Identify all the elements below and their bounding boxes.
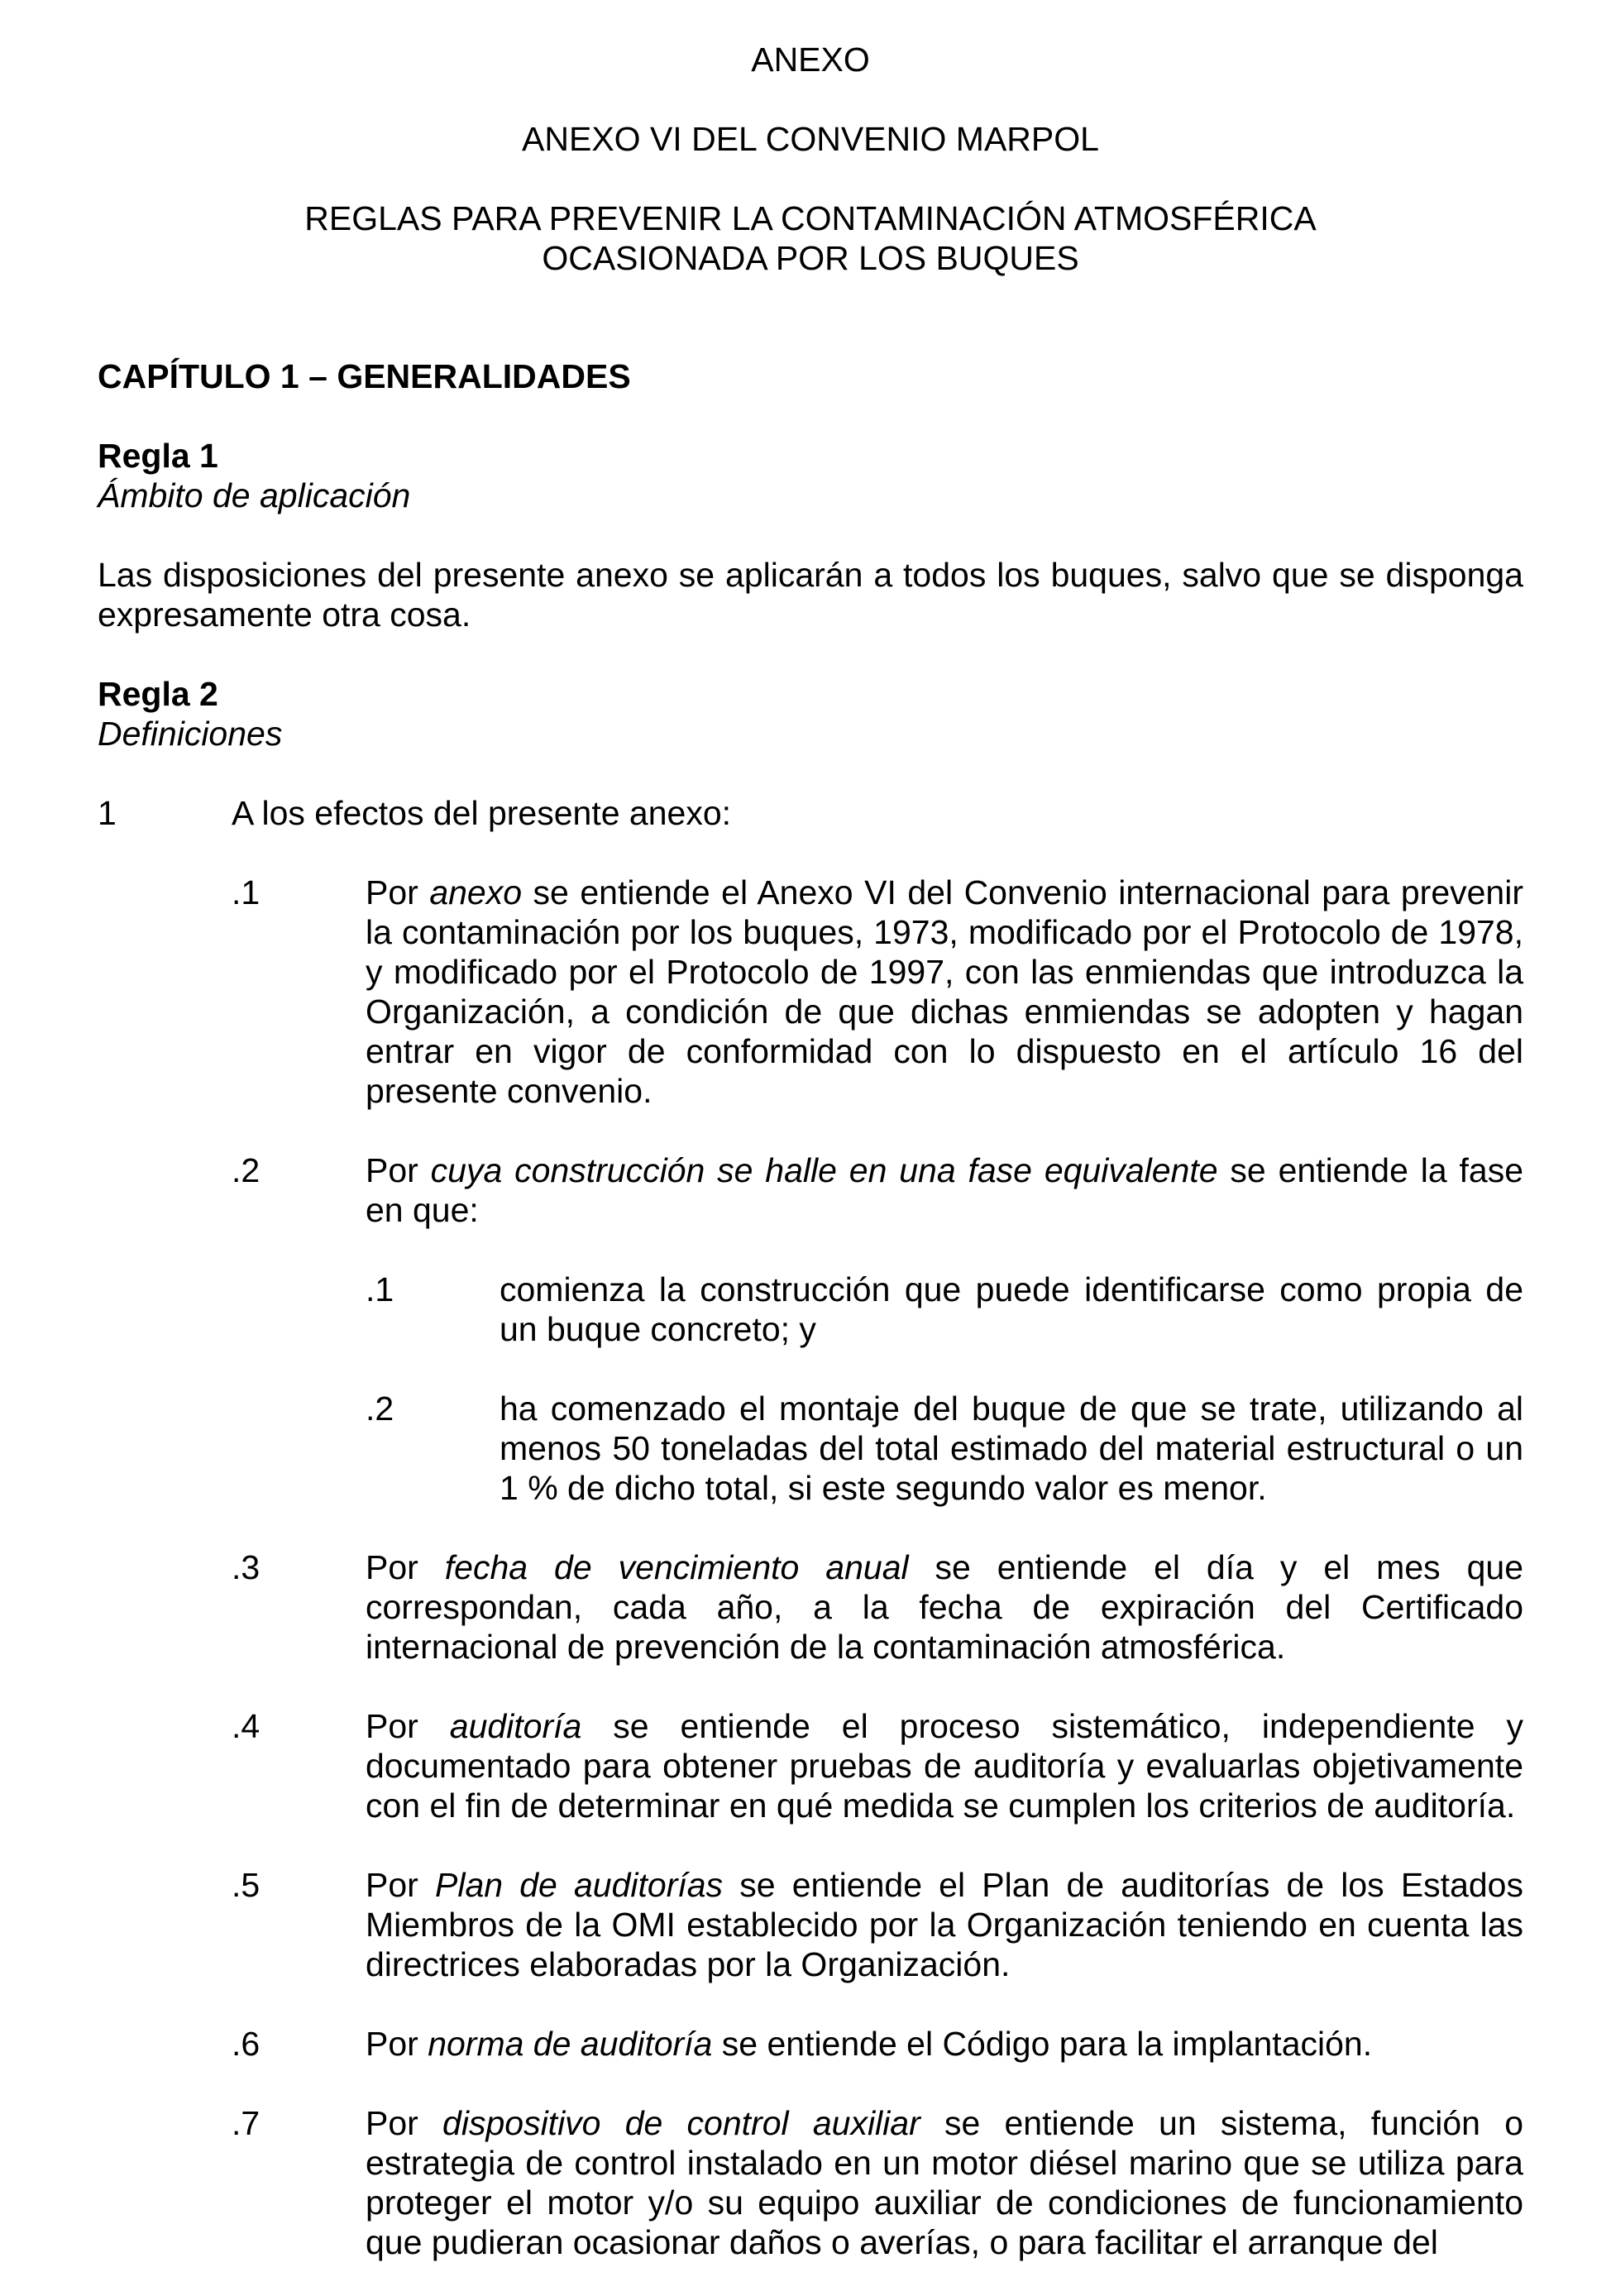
- defined-term: dispositivo de control auxiliar: [442, 2104, 920, 2142]
- defined-term: auditoría: [449, 1707, 582, 1745]
- rules-heading: [98, 199, 1523, 278]
- annex-heading: ANEXO: [751, 41, 870, 79]
- sub-item-number: .2: [366, 1390, 394, 1428]
- paragraph-1: [98, 793, 1523, 833]
- definition-item-5: [98, 1865, 1523, 1984]
- item-number: .2: [232, 1151, 261, 1189]
- item-number: .7: [232, 2104, 261, 2142]
- item-definition: se entiende el Plan de auditorías de los Estados Miembros de la OMI establecido por la Organización teniendo en cuenta las directrices elaboradas por la Organización.: [366, 1866, 1523, 1983]
- item-definition: se entiende el Anexo VI del Convenio internacional para prevenir la contaminación por los buques, 1973, modificado por el Protocolo de 1978, y modificado por el Protocolo de 1997, con las enmiendas que introduzca la Organización, a condición de que dichas enmiendas se adopten y hagan entrar en vigor de conformidad con lo dispuesto en el artículo 16 del presente convenio.: [366, 873, 1523, 1110]
- item-prefix: Por: [366, 2104, 443, 2142]
- sub-item-text: ha comenzado el montaje del buque de que se trate, utilizando al menos 50 toneladas del total estimado del material estructural o un 1 % de dicho total, si este segundo valor es menor.: [500, 1390, 1523, 1507]
- paragraph-number: 1: [98, 794, 117, 832]
- item-text: [366, 2103, 1523, 2262]
- sub-item-number: .1: [366, 1270, 394, 1308]
- item-prefix: Por: [366, 873, 430, 911]
- item-text: [366, 873, 1523, 1111]
- sub-item-1: [98, 1270, 1523, 1349]
- paragraph-text: A los efectos del presente anexo:: [232, 794, 732, 832]
- item-definition: se entiende el Código para la implantación.: [712, 2025, 1373, 2063]
- defined-term: cuya construcción se halle en una fase equivalente: [430, 1151, 1218, 1189]
- definition-item-6: [98, 2024, 1523, 2064]
- item-text: [366, 1547, 1523, 1667]
- rule-1-text: Las disposiciones del presente anexo se aplicarán a todos los buques, salvo que se disponga expresamente otra cosa.: [98, 556, 1523, 634]
- rules-heading-line-1: REGLAS PARA PREVENIR LA CONTAMINACIÓN ATMOSFÉRICA: [304, 199, 1317, 237]
- item-number: .1: [232, 873, 261, 911]
- item-prefix: Por: [366, 1151, 431, 1189]
- item-text: [366, 1706, 1523, 1825]
- definition-item-2: [98, 1150, 1523, 1230]
- rules-heading-line-2: OCASIONADA POR LOS BUQUES: [542, 239, 1079, 277]
- item-definition: se entiende el día y el mes que correspondan, cada año, a la fecha de expiración del Certificado internacional de prevención de la contaminación atmosférica.: [366, 1548, 1523, 1666]
- item-prefix: Por: [366, 1548, 445, 1586]
- rule-1-subtitle: Ámbito de aplicación: [98, 476, 411, 514]
- defined-term: anexo: [429, 873, 523, 911]
- item-text: [366, 1150, 1523, 1230]
- rule-1-title: Regla 1: [98, 437, 218, 475]
- sub-item-2: [98, 1389, 1523, 1508]
- defined-term: norma de auditoría: [428, 2025, 713, 2063]
- definition-item-4: [98, 1706, 1523, 1825]
- item-number: .5: [232, 1866, 261, 1904]
- defined-term: fecha de vencimiento anual: [444, 1548, 909, 1586]
- item-text: [366, 1865, 1523, 1984]
- definition-item-1: [98, 873, 1523, 1111]
- rule-2-title: Regla 2: [98, 675, 218, 713]
- annex-vi-heading: ANEXO VI DEL CONVENIO MARPOL: [522, 120, 1099, 158]
- defined-term: Plan de auditorías: [434, 1866, 724, 1904]
- item-prefix: Por: [366, 1866, 435, 1904]
- definition-item-7: [98, 2103, 1523, 2262]
- item-prefix: Por: [366, 2025, 428, 2063]
- definition-item-3: [98, 1547, 1523, 1667]
- sub-item-text: comienza la construcción que puede identificarse como propia de un buque concreto; y: [500, 1270, 1523, 1348]
- item-definition: se entiende el proceso sistemático, independiente y documentado para obtener pruebas de auditoría y evaluarlas objetivamente con el fin de determinar en qué medida se cumplen los criterios de auditoría.: [366, 1707, 1523, 1825]
- item-definition: se entiende un sistema, función o estrategia de control instalado en un motor diésel marino que se utiliza para proteger el motor y/o su equipo auxiliar de condiciones de funcionamiento que pudieran ocasionar daños o averías, o para facilitar el arranque del: [366, 2104, 1524, 2261]
- item-number: .6: [232, 2025, 261, 2063]
- chapter-heading: CAPÍTULO 1 – GENERALIDADES: [98, 357, 631, 395]
- rule-2-subtitle: Definiciones: [98, 715, 283, 753]
- item-prefix: Por: [366, 1707, 450, 1745]
- item-definition: se entiende la fase en que:: [366, 1151, 1523, 1229]
- item-text: [366, 2024, 1523, 2064]
- item-number: .3: [232, 1548, 261, 1586]
- item-number: .4: [232, 1707, 261, 1745]
